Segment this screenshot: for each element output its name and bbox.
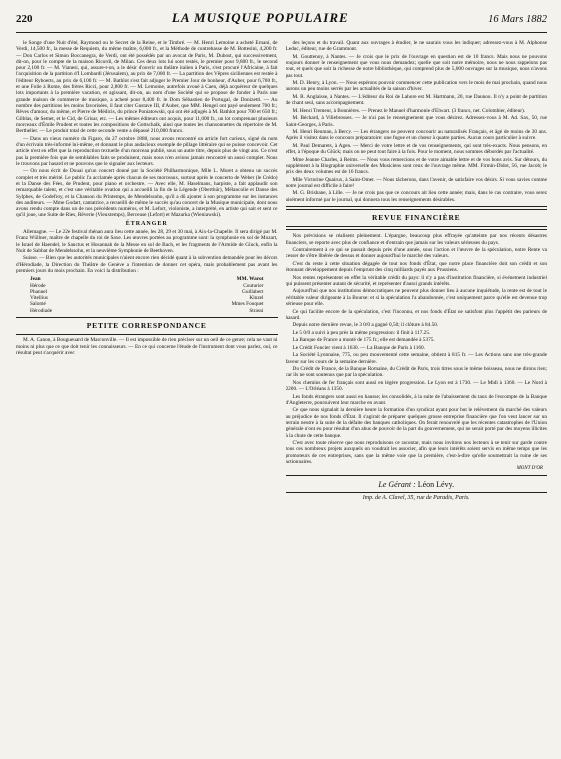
correspondance-paragraph: M. R. Anglaisse, à Nantes. — L'éditeur du Roi de Lahore est M. Hartmann, 20, rue Daunou. Il n'y a point de partition de chant seul, sans accompagnement. <box>285 93 547 107</box>
right-column <box>286 40 548 749</box>
correspondance-title: PETITE CORRESPONDANCE <box>86 321 207 331</box>
revue-paragraph: La Banque de France a monté de 175 fr.; elle est demandée à 5375. <box>292 337 435 344</box>
cast-singer: Strassi <box>249 307 264 314</box>
revue-paragraph: Contrairement à ce qui se passait depuis près d'une année, sous l'action et l'œuvre de la spéculation, notre Rente va cesser de s'être libérée de dessus et donner aujourd'hui le marché des valeurs. <box>285 247 547 260</box>
revue-paragraph: C'est avec toute réserve que nous reproduisons ce racontar, mais nous invitons nos lecteurs à se tenir sur garde contre tous ces nombreux projets auxquels on voudrait les associer, afin que leurs intérêts soient servis en même temps que les promoteurs de ces entreprises, sans que la même voie que la première, c'est-à-dire qu'elle soumettrait la ruine de ses actionnaires. <box>285 440 547 465</box>
correspondance-paragraph: M. Henri Reuman, à Bercy. — Les étrangers ne peuvent concourir au naturalisés Français, et âgé de moins de 30 ans. Après il visitez dans le concours préparatoire: une fugue et un chœur à quatre parties. Aucun cours particulier à suivre. <box>285 128 547 142</box>
cast-row <box>30 308 278 314</box>
revue-paragraph: Aujourd'hui que nos institutions démocratiques ne peuvent plus donner lieu à aucune inquiétude, la rente est de tout le véritable valeur dirigeante à la Bourse: et si la spéculation l'a abandonnée, c'est uniquement parce qu'elle est devenue trop sérieuse pour elle. <box>285 288 547 308</box>
revue-paragraph: Ce que nous signalait la dernière heure la formation d'un syndicat ayant pour but le relèvement du marché des valeurs au préjudice de nos fonds d'État. Il s'agirait de préparer quelques grosse entreprise financière que l'on veut lancer sur un terrain neutre à la suite de la défaite des banques catholiques. On ferait renouvelé que les récentes catastrophes de l'Union générale n'ont eu pour résultat d'un abus de pouvoir de la part du gouvernement, qui ne serait porté par des moyens illicites à la chute de cette banque. <box>285 407 547 439</box>
issue-date: 16 Mars 1882 <box>488 14 547 25</box>
gerant-name: Léon Lévy. <box>417 479 455 489</box>
cast-header-singer: MM. Warot <box>236 276 264 283</box>
cast-role: Hérode <box>30 282 46 289</box>
cast-singer: Couturier <box>243 282 264 289</box>
page-number: 220 <box>16 13 33 25</box>
revue-paragraph: La Société Lyonnaise, 775, ou peu mouvementé cette semaine, obtient à 815 fr. — Les Actions sans une très-grande faveur sur les cours de la semaine dernière. <box>285 352 547 365</box>
revue-paragraph: Depuis notre dernière revue, le 3 0/0 a gagné 0,50; il clôture à 84.50. <box>292 322 439 329</box>
cast-singer: Kinzel <box>249 295 264 302</box>
cast-role: Vitellius <box>30 295 48 302</box>
revue-paragraph: C'est du reste à cette situation dégagée de tout nos fonds d'État, que notre place financière doit son crédit et son étonnant développement depuis l'emprunt des cinq milliards payés aux Prussiens. <box>285 260 547 274</box>
cast-role: Salomé <box>30 301 46 308</box>
cast-header-role: Jean <box>30 276 41 283</box>
correspondance-paragraph: des leçons et du travail. Quant aux ouvrages à étudier, le ne saurais vous les indiquer; adressez-vous à M. Alphonse Leduc, éditeur, rue de Grammont. <box>285 40 547 53</box>
section-divider <box>16 334 278 335</box>
correspondance-paragraph: M. Béchard, à Villebrosses. — Je n'ai pas le renseignement que vous désirez. Adressez-vous à M. Ad. Sax, 50, rue Saint-Georges, à Paris. <box>285 115 547 128</box>
allemagne-paragraph: Allemagne. — Le 22e festival rhénan aura lieu cette année, les 28, 29 et 30 mai, à Aix-la-Chapelle. Il sera dirigé par M. Franz Wüllner, maître de chapelle du roi de Saxe. Les œuvres portées au programme sont: la symphonie en sol de Mozart, le Israel de Haendel, le Sanctus et Hosannah de la Messe en sol de Bach, et les fragments de l'Armide de Gluck, enfin la Nuit de Sabbat de Mendelssohn, et la neuvième Symphonie de Beethoven. <box>16 228 278 254</box>
cast-singer: Guillabert <box>242 288 264 295</box>
revue-signature: MONT D'OR <box>516 466 543 472</box>
printer-imprint: Imp. de A. Clavel, 35, rue de Paradis, Paris. <box>362 494 470 501</box>
section-divider <box>286 226 548 230</box>
cast-list <box>30 276 278 314</box>
correspondance-paragraph: M. D. Henry, à Lyon. — Nous espérons pouvoir commencer cette publication vers le mois de mai prochain, quand nous aurons un peu moins serrés par les actualités de la saison d'hiver. <box>285 80 547 93</box>
revue-paragraph: Les fonds étrangers sont aussi en hausse; les consolidés, à la suite de l'abaissement du taux de l'escompte de la Banque d'Angleterre, poursuivent leur marche en avant. <box>285 393 547 406</box>
footer-divider <box>286 492 548 493</box>
article-columns <box>16 40 547 749</box>
correspondance-paragraph: M. G. Brisbane, à Lille. — Je ne crois pas que ce concours ait lieu cette année; mais, dans le cas contraire, vous serez aisément informé par le journal, qui donnera tous les renseignements désirables. <box>285 190 547 203</box>
correspondance-paragraph: M. A. Canon, à Bougueuard de Marconville. — Il est impossible de rien préciser sur un oeil de ce genre; cela ne vaut ni moins ni plus que ce que doit tenir les connaisseurs. — En ce qui concerne l'étude de l'instrument dont vous parlez, oui, ce résultat peut s'acquérir avec <box>16 337 278 356</box>
suisse-paragraph: Suisse. — Bien que les autorités municipales n'aient encore rien décidé quant à la subvention demandée pour les décors d'Hérodiade, la Direction du Théâtre de Genève a l'intention de donner cet opéra, mais probablement pas avant les premiers jours du mois prochain. En voici la distribution : <box>16 255 278 274</box>
douai-concert-paragraph: — On nous écrit de Douai qu'un concert donné par la Société Philharmonique, Mlle L. Muret a obtenu un succès complet et très mérité. Le public l'a acclamée après chacun de ses morceaux, surtout après le concerto de Weber (le Crédo) et la Danse des Fées, de Prudent, pour piano et orchestre. — Avec elle, M. Haselmans, harpiste, a fait applaudir son remarquable talent, et c'est une véritable ovation qui a accueilli la fin de la Légende (Oberthür), Mélancolie et Danse des Sylphes, de Godefroy, et la Chanson du Printemps, de Mendelssohn, qu'il a dû ajouter à son programme sur les instances des auditeurs. — Mme Godart, cantatrice, a recueilli de même le succès qu'au concert de la Musique municipale, dont nous avons rendu compte dans un de nos précédents numéros, et M. Lefort, violoniste, a interprété, en artiste qui sait et sent ce qu'il joue, une Suite de Ries, Rêverie (Vieuxtemps), Berceuse (Lefort) et Mazurka (Wieniawski). <box>16 168 278 219</box>
cast-role: Hérodiade <box>30 307 53 314</box>
auction-paragraph: le Songe d'une Nuit d'été, Raymond ou le Secret de la Reine, et le Timbré. — M. Henri Lemoine a acheté Ernani, de Verdi, 14,500 fr., la messe de Requiem, du même maître, 6,000 fr., et la Méthode de contrebasse de M. Bottesini, 4,200 fr. — Don Carlos et Simon Boccanegra, de Verdi, ont été possédés par un avocat de Paris, M. Dubost, qui successivement, dit-on, pour le compte de la maison Ricordi, de Milan. Ces deux lots lui sont restés, le premier pour 9,800 fr., le second pour 2,100 fr. — M. Vianesi, qui, assure-t-on, a le désir d'ouvrir un théâtre italien à Paris, s'est procuré l'Africaine, à fait l'acquisition de la partition d'I Lombardi (Jérusalem), au prix de 7,000 fr. — La partition des Vêpres siciliennes est restée à l'éditeur Ryboerts, au prix de 6,100 fr. — M. Bathlot s'est fait adjuger le Premier Jour de bonheur, d'Auber, pour 6,700 fr., et une Folie à Rome, des frères Ricci, pour 2,800 fr. — M. Lemoine, autrefois avoué à Caen, déjà acquéreur de quelques lots importants à la première vacation, et agissant, dit-on, au nom d'une Société qui se propose de fonder à Paris une grande maison de commerce de musique, a acheté pour 8,400 fr. le Dom Sébastien de Portugal, de Donizetti. — Au nombre des partitions les moins favorisées, il faut citer Gustave III, d'Auber, que MM. Hengel ont payé seulement 700 fr.; Rêves d'amour, du même, et Pierre de Médicis, du prince Poniatowski, qui ont été adjugés à M. Bathlot pour 700 et 650 fr.; Gilblas, de Semet, et le Cid, de Grisar, etc. — Les mêmes éditeurs ont acquis, pour 11,000 fr., un lot comprenant plusieurs morceaux d'Émile Prudent et toutes les compositions de Gottschalk, ainsi que toutes les chansonnettes du répertoire de M. Berthelier. — Le produit total de cette seconde vente a dépassé 210,000 francs. <box>16 40 278 135</box>
cast-role: Phanuel <box>30 288 48 295</box>
section-divider <box>16 317 278 318</box>
revue-paragraph: Le Crédit Foncier vient à 1630. — La Banque de Paris à 1160. <box>292 344 425 351</box>
correspondance-paragraph: M. Paul Demarets, à Agen. — Merci de votre lettre et de vos renseignements, qui sont très-exacts. Nous pensons, en effet, à l'époque du Glück; mais on ne peut tout faire à la fois. Pour le moment, nous sommes débordés par l'actualité. <box>285 142 547 156</box>
section-divider <box>286 206 548 210</box>
etranger-heading: ÉTRANGER <box>125 220 168 227</box>
figaro-paragraph: — Dans un vieux numéro du Figaro, du 27 octobre 1880, nous avons rencontré un article fort curieux, signé du nom d'un écrivain très-informé lui-même, et donnant le plus audacieux exemple de pillage littéraire qui se puisse concevoir. Cet article n'est en effet que la reproduction textuelle d'un morceau publié, sous un autre titre, depuis plus de vingt ans. Ce n'est pas la première fois que de semblables faits se produisent, mais nous n'en avions jamais rencontré un aussi complet. Nous le trouvons par hasard et ne pouvons que le signaler aux lecteurs. <box>16 135 278 167</box>
correspondance-paragraph: Mme Jeanne Charles, à Reims. — Nous vous remercions et de votre aimable lettre et de vos bons avis. Sur détours, du supplément à la Biographie universelle des Musiciens sont ceux de l'ouvrage même. MM. Firmin-Didot, 56, rue Jacob; le prix des deux volumes est de 16 francs. <box>285 156 547 176</box>
left-column <box>16 40 278 749</box>
revue-financiere-title: REVUE FINANCIÈRE <box>372 213 461 222</box>
gerant-label: Le Gérant : <box>378 479 416 489</box>
correspondance-paragraph: Mlle Victorine Quairux, à Saint-Omer. — Nous tâcherons, dans l'avenir, de satisfaire vos désirs. Si vous savies comme notre journal est difficile à faire! <box>285 176 547 189</box>
revue-paragraph: Ce qui facilite encore de la spéculation, c'est l'inconnu, et nos fonds d'État ne satisfont plus l'appétit des parieurs de hasard. <box>285 308 547 321</box>
revue-paragraph: Nos prévisions se réalisent pleinement. L'épargne, beaucoup plus effrayée qu'atteinte par nos récents désastres financiers, se reporte avec plus de confiance et d'entrain que jamais sur les valeurs sérieuses du pays. <box>285 233 547 246</box>
cast-singer: Mmes Fouquet <box>231 301 264 308</box>
revue-paragraph: Le 5 0/0 a suivi à peu près la même progression: il finit à 117.25. <box>292 329 431 336</box>
page-header <box>16 10 547 33</box>
revue-paragraph: Nos chemins de fer français sont aussi en légère progression. Le Lyon est à 1730. — Le Midi à 1360. — Le Nord à 2200. — L'Orléans à 1350. <box>285 379 547 393</box>
gerant-line <box>286 480 548 490</box>
journal-title: LA MUSIQUE POPULAIRE <box>171 10 349 25</box>
revue-paragraph: Du Crédit de France, de la Banque Romaine, du Crédit de Paris, trois titres sous le même boisseau, nous ne dirons rien; car ils ne sont soutenus que par la spéculation. <box>285 366 547 379</box>
footer-divider <box>286 475 548 476</box>
revue-paragraph: Nos rentes représentent en effet la véritable crédit du pays: il n'y a pas d'institution financière, si événement industriel qui puissent présenter autant de sécurité, et représenter d'aussi grands intérêts. <box>285 274 547 287</box>
correspondance-paragraph: M. Gouttenoy, à Nantes. — Je crois que le prix de l'ouvrage en question est de 10 francs. Mais nous ne pouvons toujours donner le renseignement que vous nous demandez; quelle que soit notre mémoire, nous ne nous rappelons pas tout, et quels que soit la richesse de notre bibliothèque, qui comprend plus de 5,000 ouvrages sur la musique, nous n'avons pas tout. <box>285 53 547 79</box>
correspondance-paragraph: M. Henri Tremeur, à Bonnières. — Prenez le Manuel d'harmonie d'Elwart. (3 francs, net. Colombier, éditeur). <box>292 107 526 114</box>
